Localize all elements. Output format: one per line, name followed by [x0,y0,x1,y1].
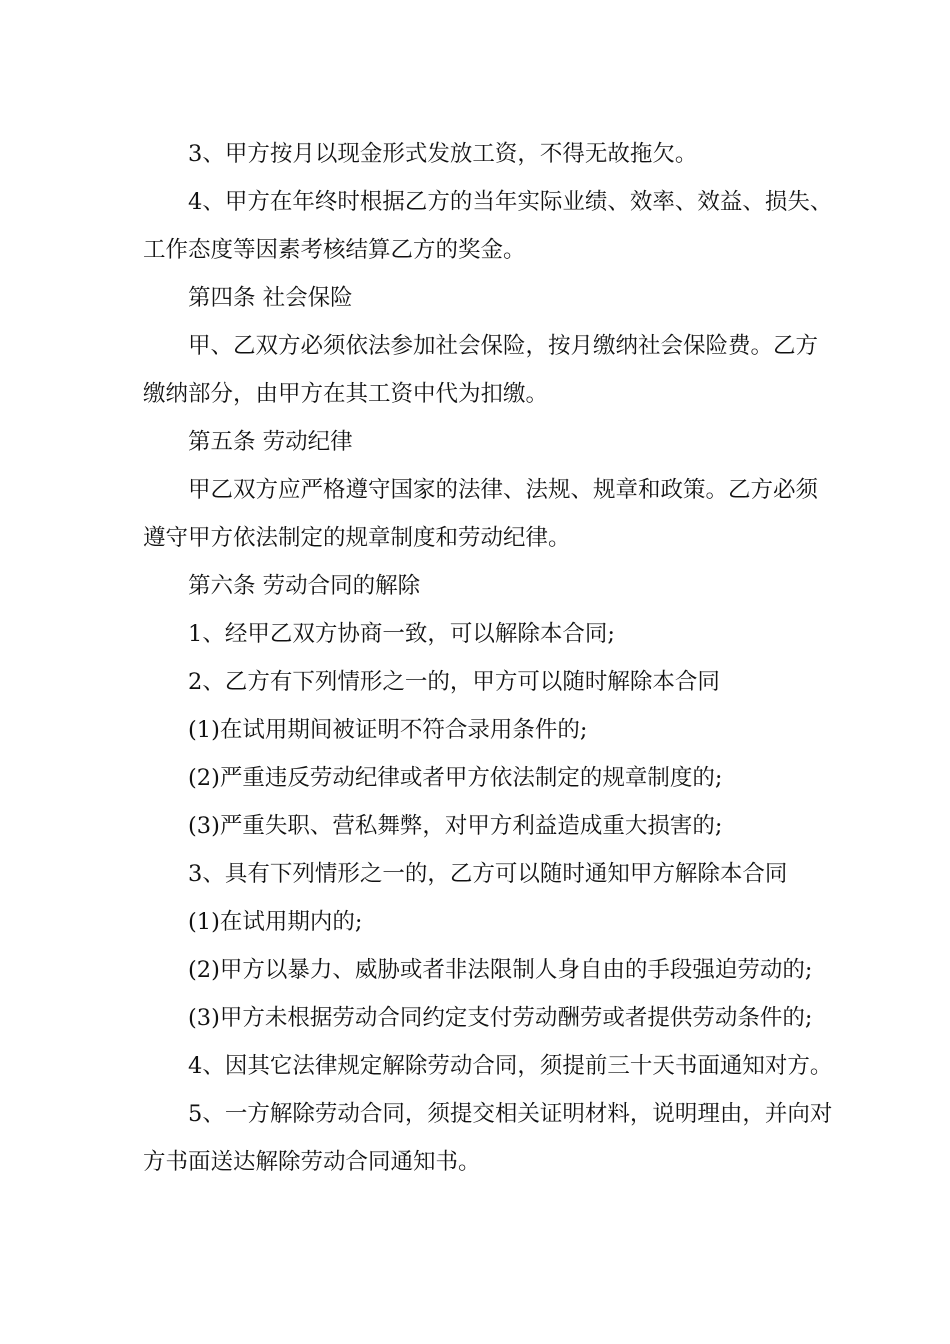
paragraph-labor-discipline: 甲乙双方应严格遵守国家的法律、法规、规章和政策。乙方必须遵守甲方依法制定的规章制度和劳动纪律。 [143,477,819,551]
sub-item-forced-labor: (2)甲方以暴力、威胁或者非法限制人身自由的手段强迫劳动的; [188,957,813,983]
sub-item-serious-negligence: (3)严重失职、营私舞弊，对甲方利益造成重大损害的; [188,813,723,839]
clause-thirty-day-notice: 4、因其它法律规定解除劳动合同，须提前三十天书面通知对方。 [188,1053,833,1079]
sub-item-discipline-violation: (2)严重违反劳动纪律或者甲方依法制定的规章制度的; [188,765,723,791]
sub-item-unpaid-remuneration: (3)甲方未根据劳动合同约定支付劳动酬劳或者提供劳动条件的; [188,1005,813,1031]
clause-termination-notice: 5、一方解除劳动合同，须提交相关证明材料，说明理由，并向对方书面送达解除劳动合同通知书。 [143,1101,833,1175]
paragraph-annual-bonus: 4、甲方在年终时根据乙方的当年实际业绩、效率、效益、损失、工作态度等因素考核结算乙方的奖金。 [143,189,833,263]
document-body [143,130,833,1186]
paragraph-social-insurance: 甲、乙双方必须依法参加社会保险，按月缴纳社会保险费。乙方缴纳部分，由甲方在其工资中代为扣缴。 [143,333,819,407]
sub-item-during-probation: (1)在试用期内的; [188,909,363,935]
heading-article-6: 第六条 劳动合同的解除 [188,573,421,599]
clause-employee-termination: 3、具有下列情形之一的，乙方可以随时通知甲方解除本合同 [188,861,788,887]
clause-employer-termination: 2、乙方有下列情形之一的，甲方可以随时解除本合同 [188,669,720,695]
paragraph-wage-payment: 3、甲方按月以现金形式发放工资，不得无故拖欠。 [188,141,698,167]
sub-item-probation-unqualified: (1)在试用期间被证明不符合录用条件的; [188,717,588,743]
clause-mutual-termination: 1、经甲乙双方协商一致，可以解除本合同; [188,621,615,647]
heading-article-5: 第五条 劳动纪律 [188,429,353,455]
heading-article-4: 第四条 社会保险 [188,285,353,311]
